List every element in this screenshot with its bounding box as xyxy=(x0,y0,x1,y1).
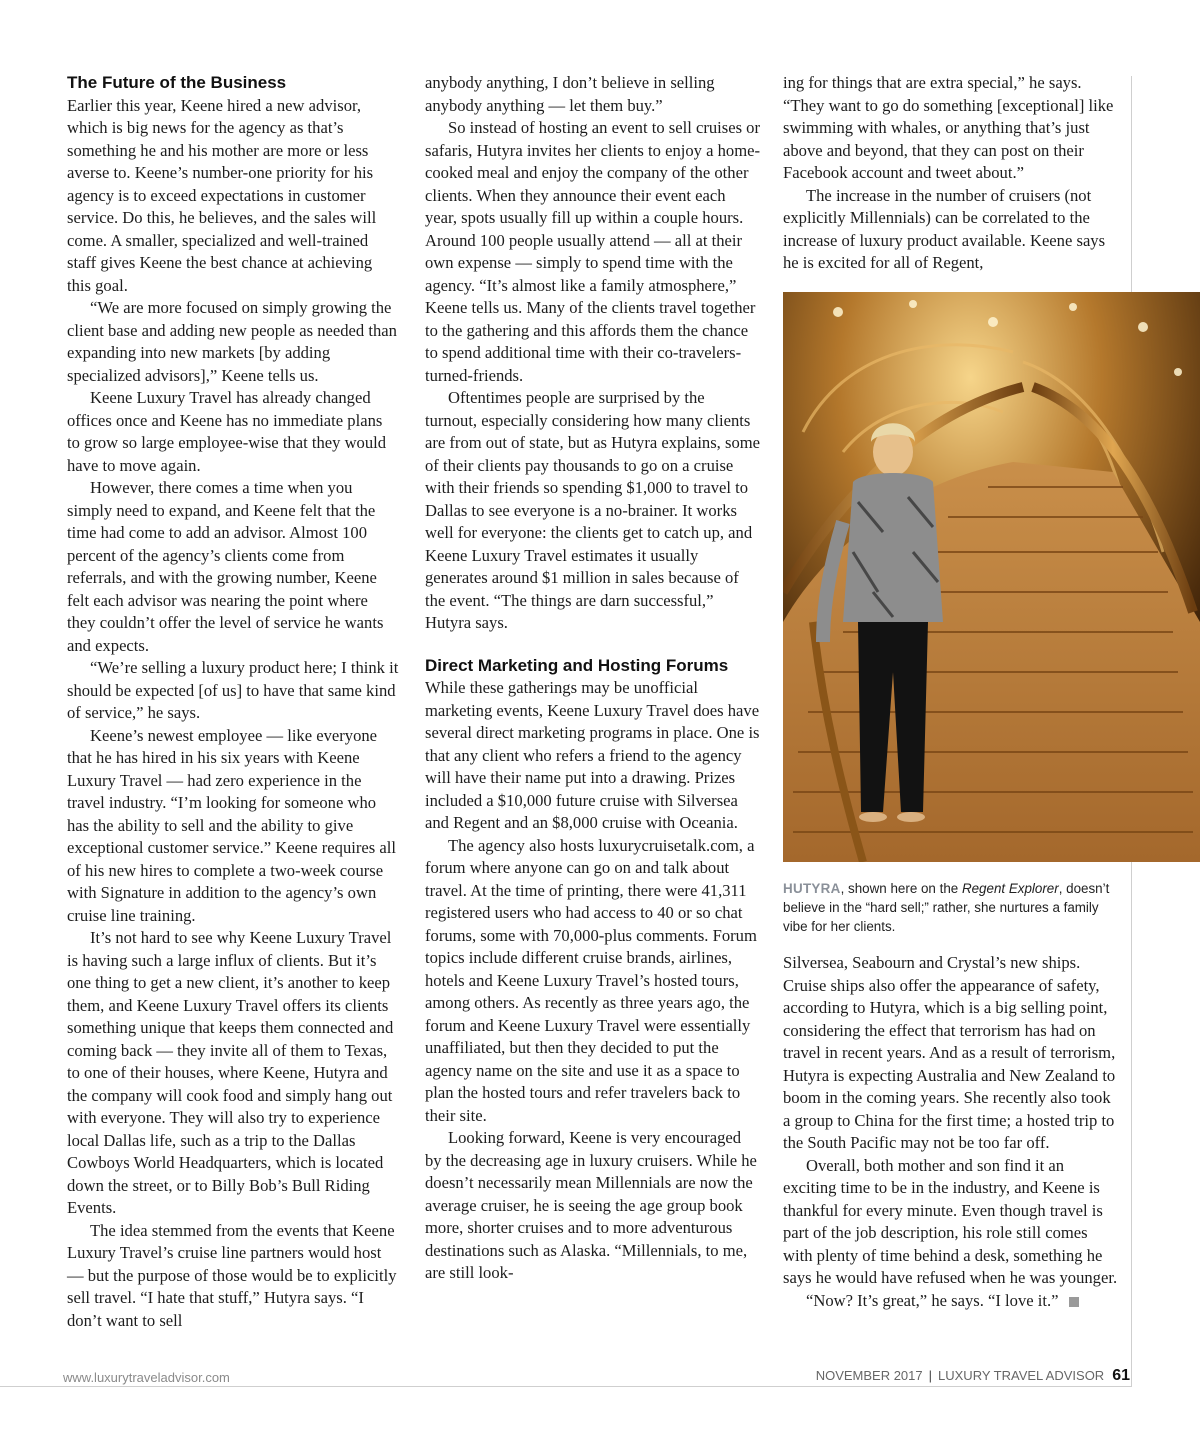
body-paragraph: anybody anything, I don’t believe in selling anybody anything — let them buy.” xyxy=(425,73,715,115)
body-paragraph: Oftentimes people are surprised by the turnout, especially considering how many clients are from out of state, but as Hutyra explains, some of their clients pay thousands to go on a cruise with their friends so spending $1,000 to travel to Dallas to see everyone is a no-brainer. It works well for everyone: the clients get to catch up, and Keene Luxury Travel estimates it usually generates around $1 million in sales because of the event. “The things are darn successful,” Hutyra says. xyxy=(425,388,761,632)
page-number: 61 xyxy=(1112,1367,1130,1384)
closing-quote: “Now? It’s great,” he says. “I love it.” xyxy=(806,1290,1059,1310)
article-column-1 xyxy=(67,72,399,1332)
body-paragraph: Looking forward, Keene is very encouraged by the decreasing age in luxury cruisers. While he doesn’t necessarily mean Millennials are now the average cruiser, he is seeing the age group book more, shorter cruises and to more adventurous destinations such as Alaska. “Millennials, to me, are still look- xyxy=(425,1128,757,1282)
body-paragraph: ing for things that are extra special,” he says. “They want to go do something [exceptional] like swimming with whales, or anything that’s just above and beyond, that they can post on their Facebook account and tweet about.” xyxy=(783,73,1114,182)
body-paragraph: It’s not hard to see why Keene Luxury Travel is having such a large influx of clients. But it’s one thing to get a new client, it’s another to keep them, and Keene Luxury Travel offers its clients something unique that keeps them connected and coming back — they invite all of them to Texas, to one of their houses, where Keene, Hutyra and the company will cook food and simply hang out with everyone. They will also try to experience local Dallas life, such as a trip to the Dallas Cowboys World Headquarters, which is located down the street, or to Billy Bob’s Bull Riding Events. xyxy=(67,928,394,1217)
caption-ship-name: Regent Explorer xyxy=(961,881,1059,896)
closing-paragraph xyxy=(783,1290,1118,1313)
end-mark-icon xyxy=(1069,1297,1079,1307)
footer-folio xyxy=(816,1367,1130,1385)
photo-caption xyxy=(783,879,1123,936)
staircase-photo xyxy=(783,292,1200,862)
caption-text: , doesn’t believe in the “hard sell;” rather, she nurtures a family vibe for her clients. xyxy=(783,881,1110,934)
caption-text: , shown here on the xyxy=(840,881,962,896)
body-paragraph: The agency also hosts luxurycruisetalk.com, a forum where anyone can go on and talk about travel. At the time of printing, there were 41,311 registered users who had access to 40 or so chat forums, some with 70,000-plus comments. Forum topics include different cruise brands, airlines, hotels and Keene Luxury Travel’s hosted tours, among others. As recently as three years ago, the forum and Keene Luxury Travel were essentially unaffiliated, but then they decided to put the agency name on the site and use it as a space to plan the hosted tours and refer travelers back to their site. xyxy=(425,835,757,1125)
footer-website: www.luxurytraveladvisor.com xyxy=(63,1370,230,1385)
article-column-3-bottom xyxy=(783,952,1118,1312)
body-paragraph: Silversea, Seabourn and Crystal’s new ships. Cruise ships also offer the appearance of safety, according to Hutyra, which is a big selling point, considering the effect that terrorism has had on travel in recent years. And as a result of terrorism, Hutyra is expecting Australia and New Zealand to boom in the coming years. She recently also took a group to China for the first time; a hosted trip to the South Pacific may not be too far off. xyxy=(783,953,1116,1152)
body-paragraph: Keene Luxury Travel has already changed offices once and Keene has no immediate plans to grow so large employee-wise that they would have to move again. xyxy=(67,388,387,475)
footer-separator: | xyxy=(928,1368,933,1383)
body-paragraph: However, there comes a time when you simply need to expand, and Keene felt that the time had come to add an advisor. Almost 100 percent of the agency’s clients come from referrals, and with the growing number, Keene felt each advisor was nearing the point where they couldn’t offer the level of service he wants and expects. xyxy=(67,478,384,655)
caption-name: HUTYRA xyxy=(783,881,841,896)
footer-issue: NOVEMBER 2017 xyxy=(815,1368,923,1383)
body-paragraph: Keene’s newest employee — like everyone that he has hired in his six years with Keene Luxury Travel — had zero experience in the travel industry. “I’m looking for someone who has the ability to sell and the ability to give exceptional customer service.” Keene requires all of his new hires to complete a two-week course with Signature in addition to the agency’s own cruise line training. xyxy=(67,725,396,925)
section-heading-direct-marketing: Direct Marketing and Hosting Forums xyxy=(425,655,729,675)
section-heading-future: The Future of the Business xyxy=(67,73,287,92)
article-column-3-top xyxy=(783,72,1118,275)
body-paragraph: Overall, both mother and son find it an exciting time to be in the industry, and Keene is thankful for every minute. Even though travel is part of the job description, his role still comes with plenty of time behind a desk, something he says he would have refused when he was younger. xyxy=(783,1155,1118,1287)
body-paragraph: “We are more focused on simply growing the client base and adding new people as needed than expanding into new markets [by adding specialized advisors],” Keene tells us. xyxy=(67,298,397,385)
body-paragraph: Earlier this year, Keene hired a new advisor, which is big news for the agency as that’s something he and his mother are more or less averse to. Keene’s number-one priority for his agency is to exceed expectations in customer service. Do this, he believes, and the sales will come. A smaller, specialized and well-trained staff gives Keene the best chance at achieving this goal. xyxy=(67,95,377,295)
body-paragraph: The idea stemmed from the events that Keene Luxury Travel’s cruise line partners would host — but the purpose of those would be to explicitly sell travel. “I hate that stuff,” Hutyra says. “I don’t want to sell xyxy=(67,1220,397,1330)
body-paragraph: The increase in the number of cruisers (not explicitly Millennials) can be correlated to the increase of luxury product available. Keene says he is excited for all of Regent, xyxy=(783,185,1106,272)
body-paragraph: So instead of hosting an event to sell cruises or safaris, Hutyra invites her clients to enjoy a home-cooked meal and enjoy the company of the other clients. When they announce their event each year, spots usually fill up within a couple hours. Around 100 people usually attend — all at their own expense — simply to spend time with the agency. “It’s almost like a family atmosphere,” Keene tells us. Many of the clients travel together to the gathering and this affords them the chance to spend additional time with their co-travelers-turned-friends. xyxy=(425,118,761,385)
body-paragraph: “We’re selling a luxury product here; I think it should be expected [of us] to have that same kind of service,” he says. xyxy=(67,658,399,722)
page-frame-bottom xyxy=(0,1386,1132,1387)
article-column-2 xyxy=(425,72,760,1285)
body-paragraph: While these gatherings may be unofficial marketing events, Keene Luxury Travel does have several direct marketing programs in place. One is that any client who refers a friend to the agency will have their name put into a drawing. Prizes included a $10,000 future cruise with Silversea and Regent and an $8,000 cruise with Oceania. xyxy=(425,678,760,832)
footer-magazine: LUXURY TRAVEL ADVISOR xyxy=(938,1368,1105,1383)
